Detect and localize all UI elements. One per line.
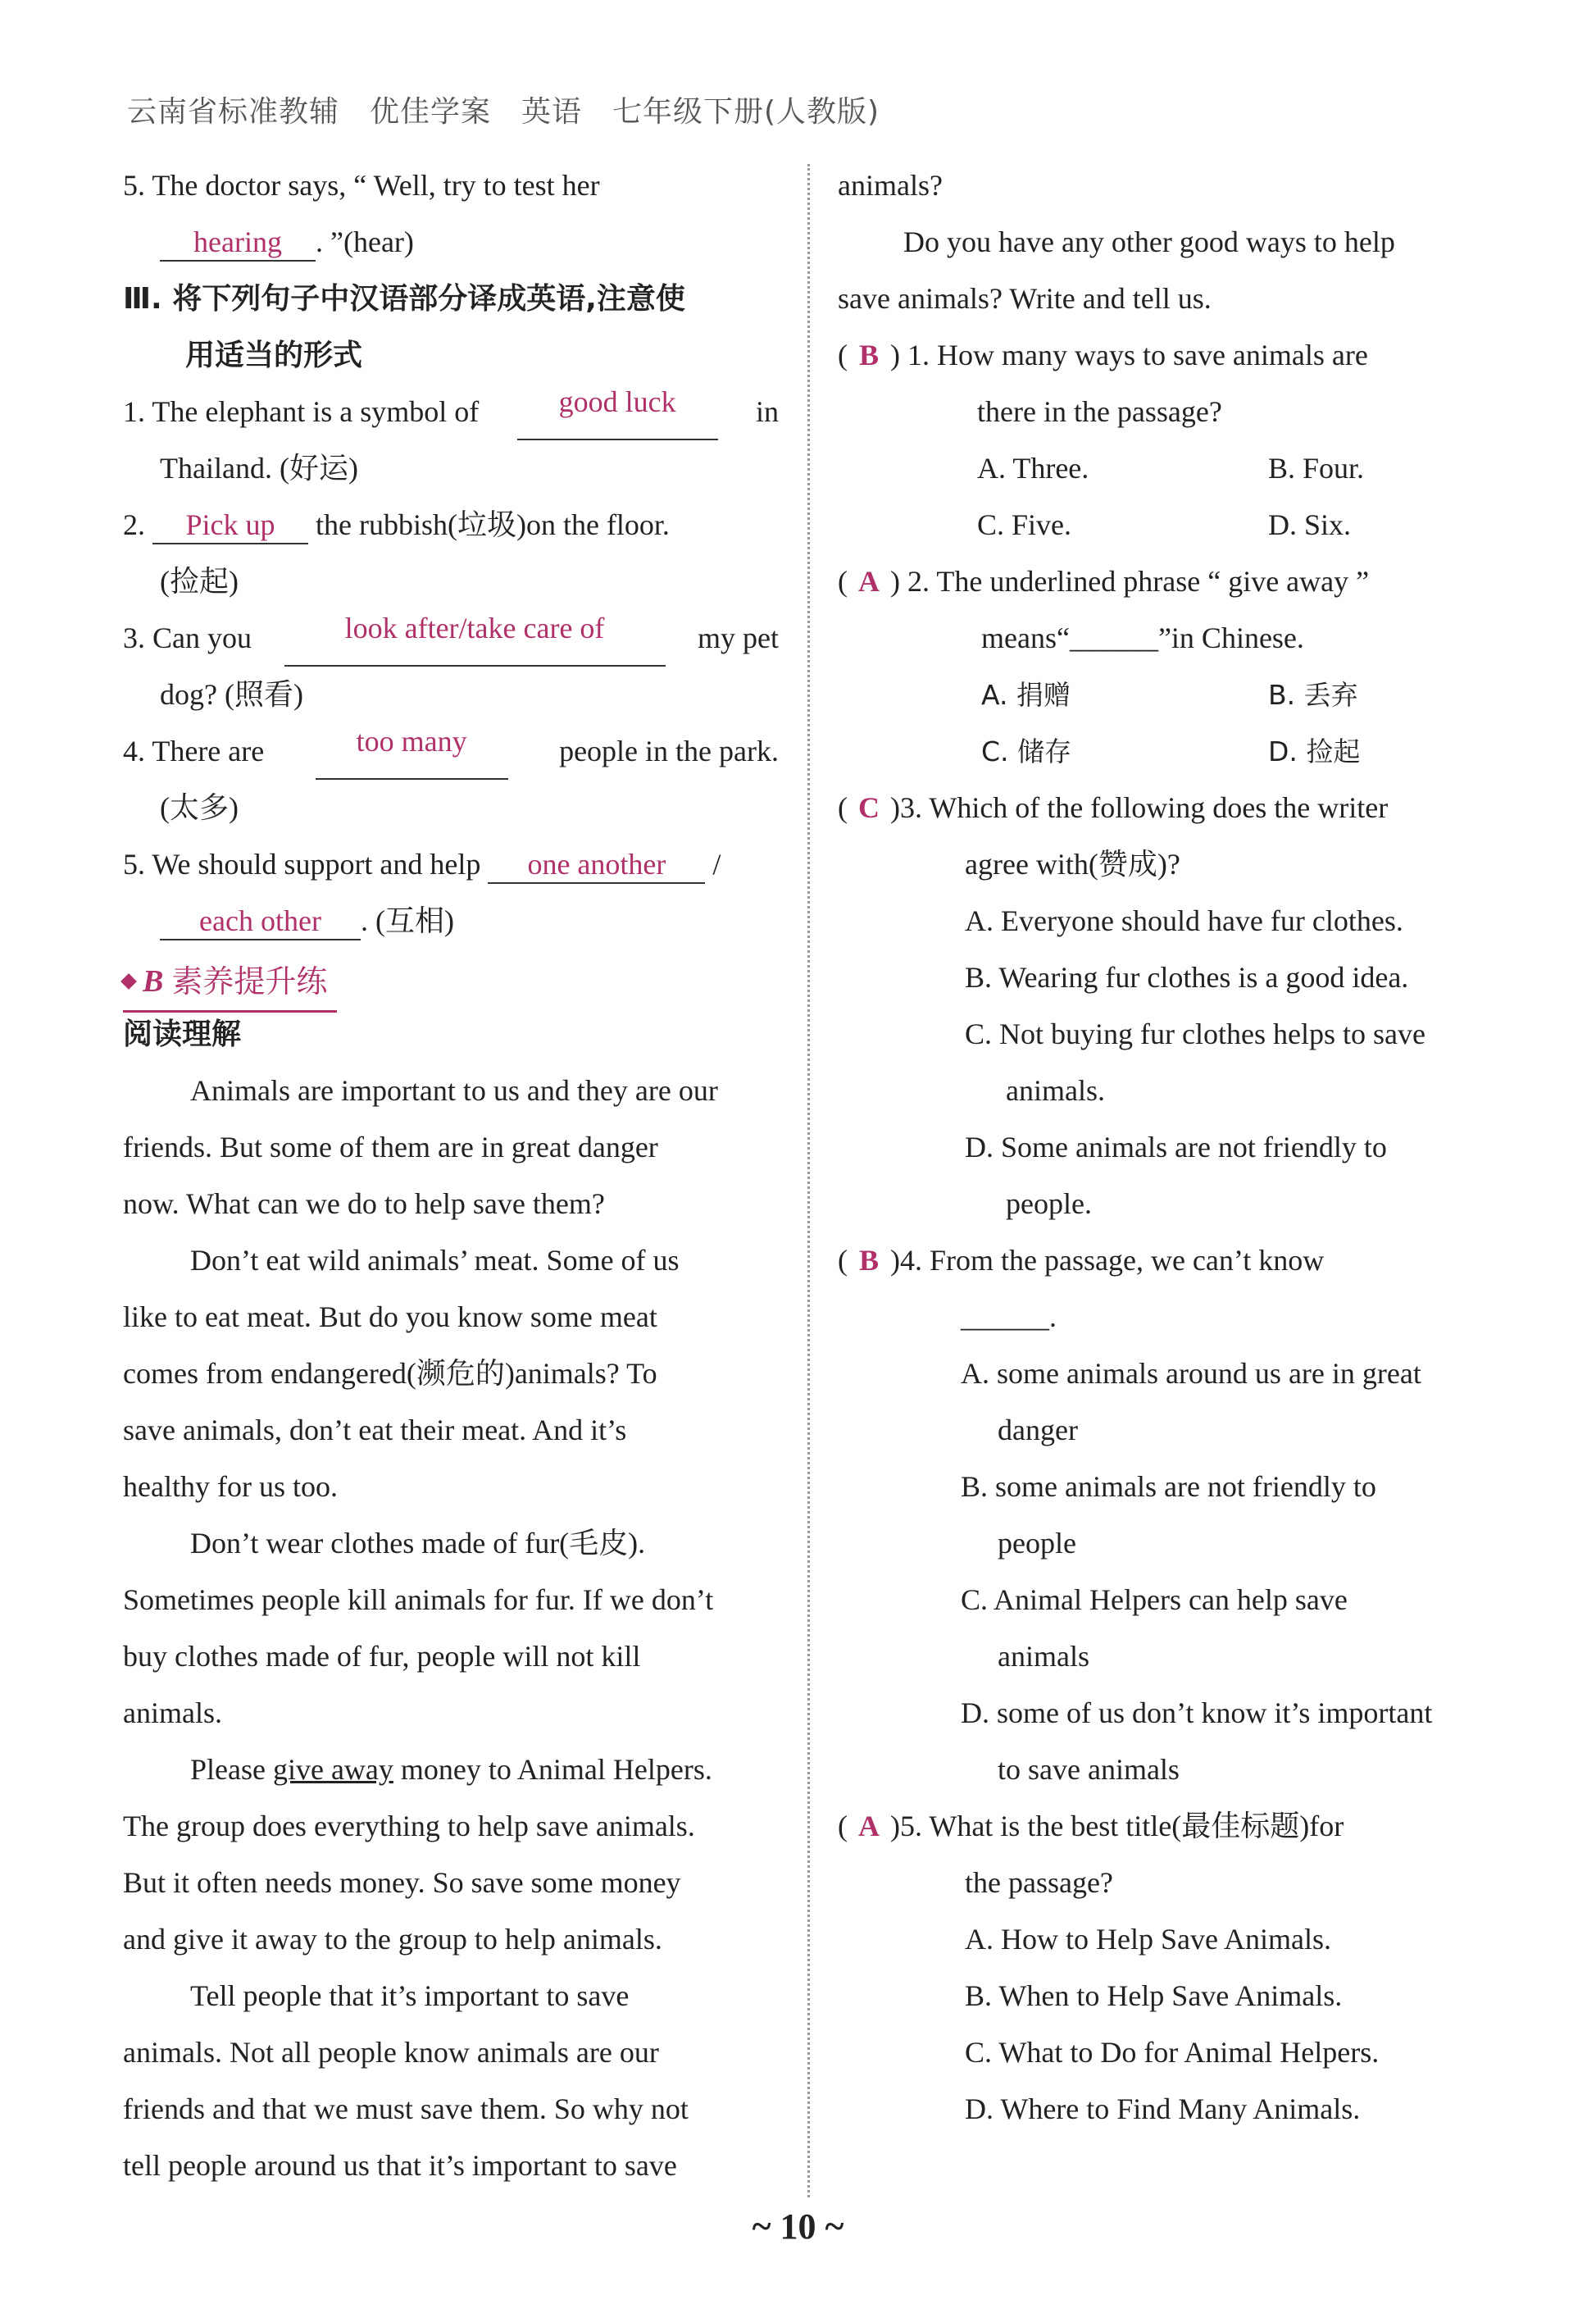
question-1 [838, 327, 1489, 384]
option-d: D. Some animals are not friendly to [965, 1131, 1387, 1163]
left-column [123, 157, 779, 2194]
question-stem: 2. The underlined phrase “ give away ” [907, 565, 1370, 598]
t5-post: . (互相) [361, 904, 454, 937]
question-stem-cont: ______. [961, 1300, 1057, 1333]
t4-pre: 4. There are [123, 735, 265, 767]
paren: ( [838, 339, 848, 371]
section-b-title: 素养提升练 [171, 963, 328, 999]
paren: ( [838, 565, 848, 598]
option-d: D. some of us don’t know it’s important [961, 1696, 1433, 1729]
q5-prev-tail: . ”(hear) [316, 225, 414, 258]
translate-item-2 [123, 497, 779, 553]
passage-line: But it often needs money. So save some money [123, 1866, 681, 1899]
passage-line: buy clothes made of fur, people will not kill [123, 1640, 641, 1673]
q5-prev-line2 [123, 214, 779, 271]
answer-mark: B [858, 339, 879, 371]
option-a: A. How to Help Save Animals. [965, 1923, 1331, 1956]
question-stem-cont: agree with(赞成)? [965, 848, 1180, 881]
passage-line: like to eat meat. But do you know some meat [123, 1300, 657, 1333]
option-a: A. Everyone should have fur clothes. [965, 904, 1403, 937]
answer-blank: good luck [517, 384, 718, 440]
answer-blank: one another [488, 846, 705, 884]
paren: ) [890, 1244, 900, 1277]
question-stem: 3. Which of the following does the writer [900, 791, 1389, 824]
column-divider [807, 164, 810, 2197]
answer-blank: Pick up [152, 507, 308, 544]
option-b: B. When to Help Save Animals. [965, 1979, 1343, 2012]
translate-item-4 [123, 723, 779, 780]
answer-mark: C [858, 791, 880, 824]
passage-line: healthy for us too. [123, 1470, 338, 1503]
options-row [838, 497, 1489, 553]
q5-prev-text: 5. The doctor says, “ Well, try to test her [123, 169, 600, 202]
option-c: C. Not buying fur clothes helps to save [965, 1018, 1425, 1050]
right-column [838, 157, 1489, 2138]
passage-line: save animals, don’t eat their meat. And it’s [123, 1414, 627, 1446]
translate-item-1 [123, 384, 779, 440]
option-b: B. some animals are not friendly to [961, 1470, 1376, 1503]
diamond-icon [120, 973, 137, 990]
answer-mark: A [858, 1810, 880, 1842]
translate-item-2-cont: (捡起) [160, 565, 239, 598]
option-c: C. What to Do for Animal Helpers. [965, 2036, 1380, 2069]
answer-mark: B [858, 1244, 879, 1277]
passage-text: Please [190, 1753, 266, 1786]
option-d: D. Where to Find Many Animals. [965, 2092, 1361, 2125]
option-d: D. 捡起 [1268, 735, 1361, 767]
option-a: A. some animals around us are in great [961, 1357, 1421, 1390]
question-stem-cont: the passage? [965, 1866, 1113, 1899]
t2-post: the rubbish(垃圾)on the floor. [316, 508, 670, 541]
passage-line: Sometimes people kill animals for fur. If we don’t [123, 1583, 714, 1616]
option-b-cont: people [998, 1527, 1076, 1560]
page-header: 云南省标准教辅 优佳学案 英语 七年级下册(人教版) [127, 95, 880, 129]
translate-item-3-cont: dog? (照看) [160, 678, 303, 711]
passage-line: comes from endangered(濒危的)animals? To [123, 1357, 657, 1390]
option-d-cont: people. [1006, 1187, 1092, 1220]
t3-post: my pet [698, 622, 779, 654]
passage-line: Tell people that it’s important to save [190, 1979, 630, 2012]
option-c: C. 储存 [981, 735, 1072, 767]
t3-pre: 3. Can you [123, 622, 252, 654]
translate-item-5-cont [123, 893, 779, 949]
paren: ) [890, 565, 900, 598]
option-d: D. Six. [1268, 508, 1352, 541]
option-a-cont: danger [998, 1414, 1078, 1446]
passage-line: friends. But some of them are in great danger [123, 1131, 658, 1163]
t4-post: people in the park. [559, 735, 779, 767]
question-2 [838, 553, 1489, 610]
translate-item-1-cont: Thailand. (好运) [160, 452, 358, 485]
question-4 [838, 1232, 1489, 1289]
paren: ) [890, 339, 900, 371]
question-stem: 5. What is the best title(最佳标题)for [900, 1810, 1344, 1842]
passage-line: The group does everything to help save animals. [123, 1810, 695, 1842]
passage-end-line: Do you have any other good ways to help [903, 225, 1395, 258]
passage-line: animals. [123, 1696, 222, 1729]
t5-pre: 5. We should support and help [123, 848, 481, 881]
paren: ( [838, 1244, 848, 1277]
passage-line: Don’t eat wild animals’ meat. Some of us [190, 1244, 680, 1277]
section-b-heading [123, 949, 779, 1006]
t2-num: 2. [123, 508, 145, 541]
option-b: B. Four. [1268, 452, 1365, 485]
question-stem-cont: there in the passage? [977, 395, 1222, 428]
translate-item-4-cont: (太多) [160, 791, 239, 824]
translate-item-3 [123, 610, 779, 667]
section3-title-cont: 用适当的形式 [185, 339, 363, 372]
paren: ) [890, 791, 900, 824]
question-stem: 1. How many ways to save animals are [907, 339, 1368, 371]
question-stem-cont: means“______”in Chinese. [981, 622, 1304, 654]
answer-blank: each other [160, 903, 361, 940]
question-5 [838, 1798, 1489, 1855]
options-row [838, 440, 1489, 497]
option-d-cont: to save animals [998, 1753, 1180, 1786]
passage-end-line: save animals? Write and tell us. [838, 282, 1212, 315]
passage-text: money to Animal Helpers. [400, 1753, 712, 1786]
option-c-cont: animals [998, 1640, 1089, 1673]
option-a: A. 捐赠 [981, 679, 1071, 711]
option-c: C. Animal Helpers can help save [961, 1583, 1348, 1616]
passage-line: Animals are important to us and they are our [190, 1074, 718, 1107]
passage-line: now. What can we do to help save them? [123, 1187, 605, 1220]
answer-mark: A [858, 565, 880, 598]
answer-blank: too many [316, 723, 508, 780]
passage-line: Don’t wear clothes made of fur(毛皮). [190, 1527, 646, 1560]
question-3 [838, 780, 1489, 836]
section-b-letter: B [143, 963, 164, 999]
options-row [838, 723, 1489, 780]
translate-item-5 [123, 836, 779, 893]
paren: ) [890, 1810, 900, 1842]
paren: ( [838, 1810, 848, 1842]
option-a: A. Three. [977, 452, 1089, 485]
paren: ( [838, 791, 848, 824]
passage-line: tell people around us that it’s important to save [123, 2149, 677, 2182]
t5-slash: / [712, 848, 721, 881]
section3-title: Ⅲ. 将下列句子中汉语部分译成英语,注意使 [123, 282, 685, 316]
question-stem: 4. From the passage, we can’t know [900, 1244, 1325, 1277]
options-row [838, 667, 1489, 723]
answer-blank: look after/take care of [284, 610, 666, 667]
t1-pre: 1. The elephant is a symbol of [123, 395, 480, 428]
reading-title: 阅读理解 [123, 1018, 242, 1051]
q5-prev-line1 [123, 157, 779, 214]
passage-line: and give it away to the group to help animals. [123, 1923, 662, 1956]
option-b: B. Wearing fur clothes is a good idea. [965, 961, 1409, 994]
answer-blank: hearing [160, 224, 316, 262]
option-c: C. Five. [977, 508, 1072, 541]
passage-end-line: animals? [838, 169, 943, 202]
t1-post: in [755, 395, 779, 428]
option-b: B. 丢弃 [1268, 679, 1358, 711]
section-b-badge [123, 954, 337, 1013]
option-c-cont: animals. [1006, 1074, 1105, 1107]
passage-line: animals. Not all people know animals are our [123, 2036, 659, 2069]
passage-line [123, 1742, 779, 1798]
page-number: ~ 10 ~ [752, 2206, 844, 2247]
underlined-phrase: give away [272, 1753, 393, 1786]
passage-line: friends and that we must save them. So why not [123, 2092, 689, 2125]
